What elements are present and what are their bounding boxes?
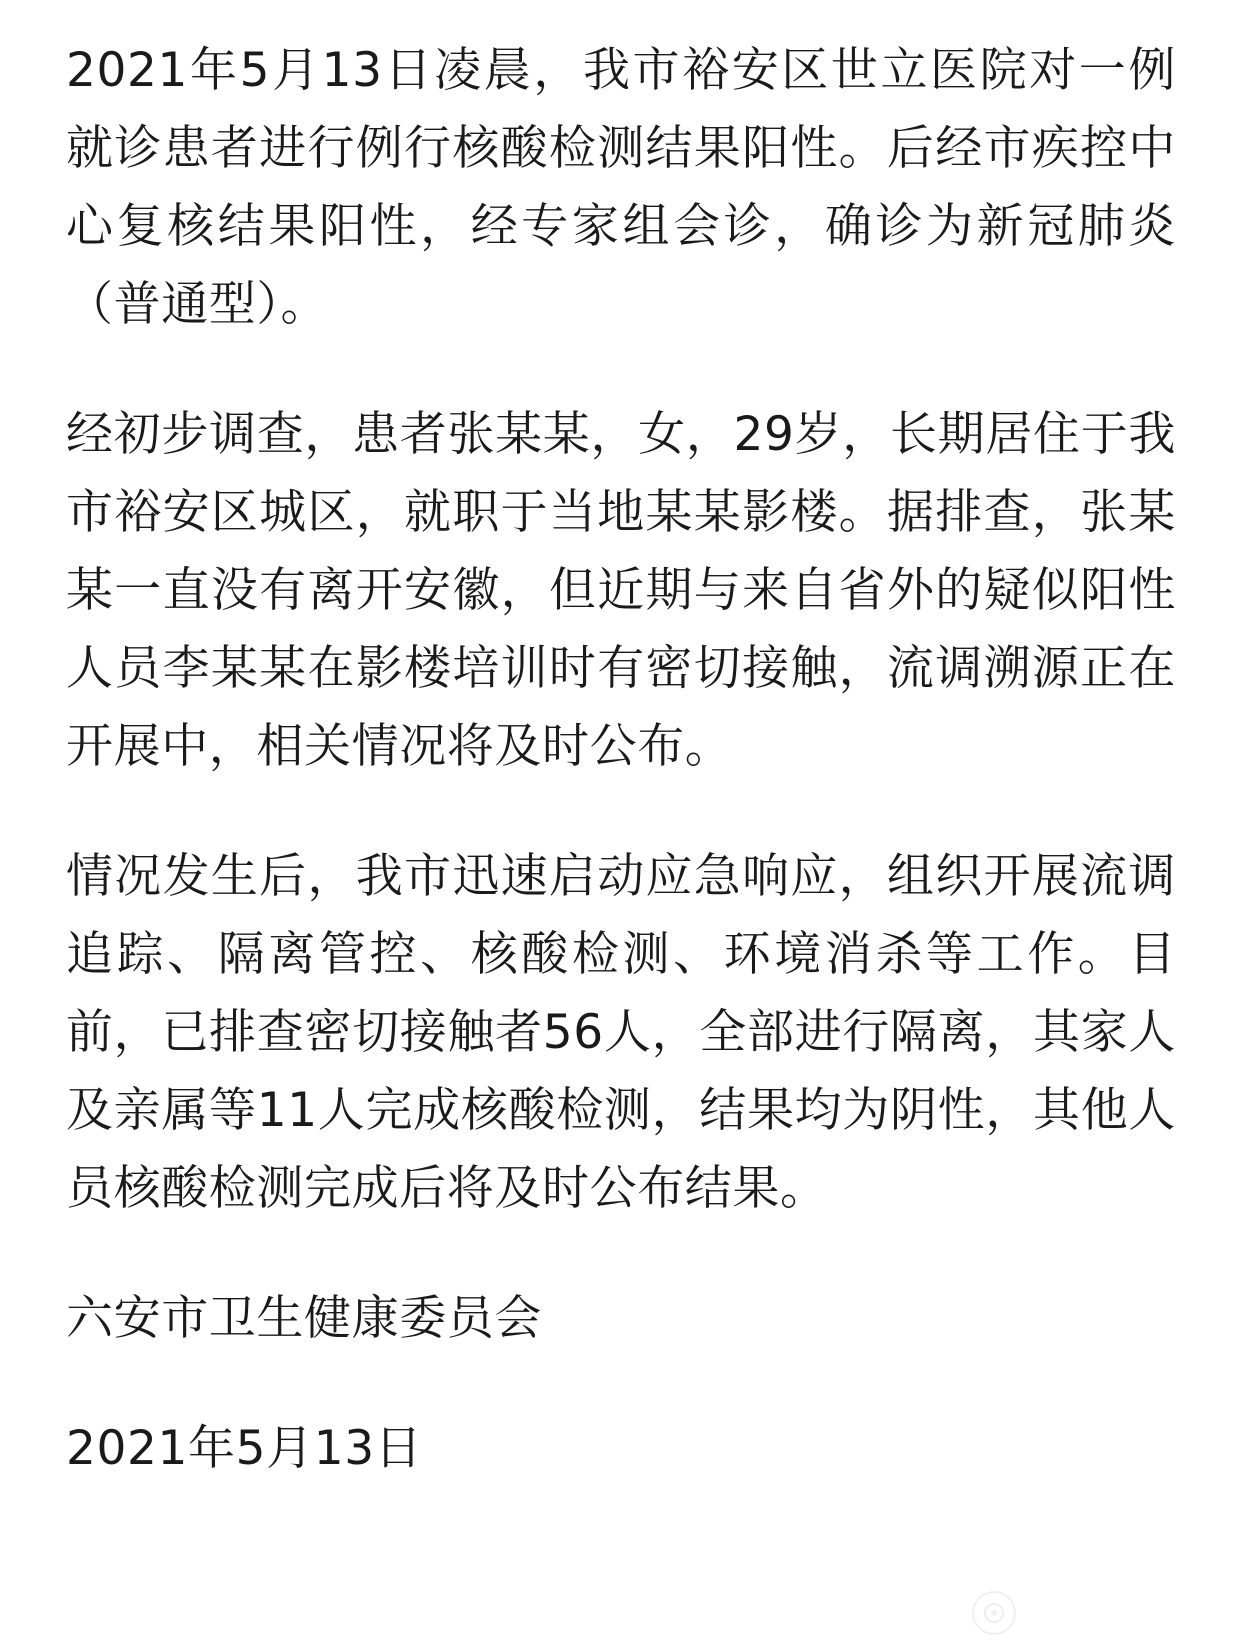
watermark-glyph-icon xyxy=(981,1600,1007,1626)
notice-document xyxy=(66,32,1176,1488)
paragraph-response: 情况发生后，我市迅速启动应急响应，组织开展流调追踪、隔离管控、核酸检测、环境消杀等工作。目前，已排查密切接触者56人，全部进行隔离，其家人及亲属等11人完成核酸检测，结果均为阴性，其他人员核酸检测完成后将及时公布结果。 xyxy=(66,849,1176,1216)
watermark-logo-icon xyxy=(972,1591,1016,1635)
paragraph-investigation: 经初步调查，患者张某某，女，29岁，长期居住于我市裕安区城区，就职于当地某某影楼。据排查，张某某一直没有离开安徽，但近期与来自省外的疑似阳性人员李某某在影楼培训时有密切接触，流调溯源正在开展中，相关情况将及时公布。 xyxy=(66,407,1176,774)
issue-date: 2021年5月13日 xyxy=(66,1421,423,1476)
issuer-signature: 六安市卫生健康委员会 xyxy=(66,1291,542,1346)
paragraph-case-report: 2021年5月13日凌晨，我市裕安区世立医院对一例就诊患者进行例行核酸检测结果阳性。后经市疾控中心复核结果阳性，经专家组会诊，确诊为新冠肺炎（普通型）。 xyxy=(66,43,1176,332)
